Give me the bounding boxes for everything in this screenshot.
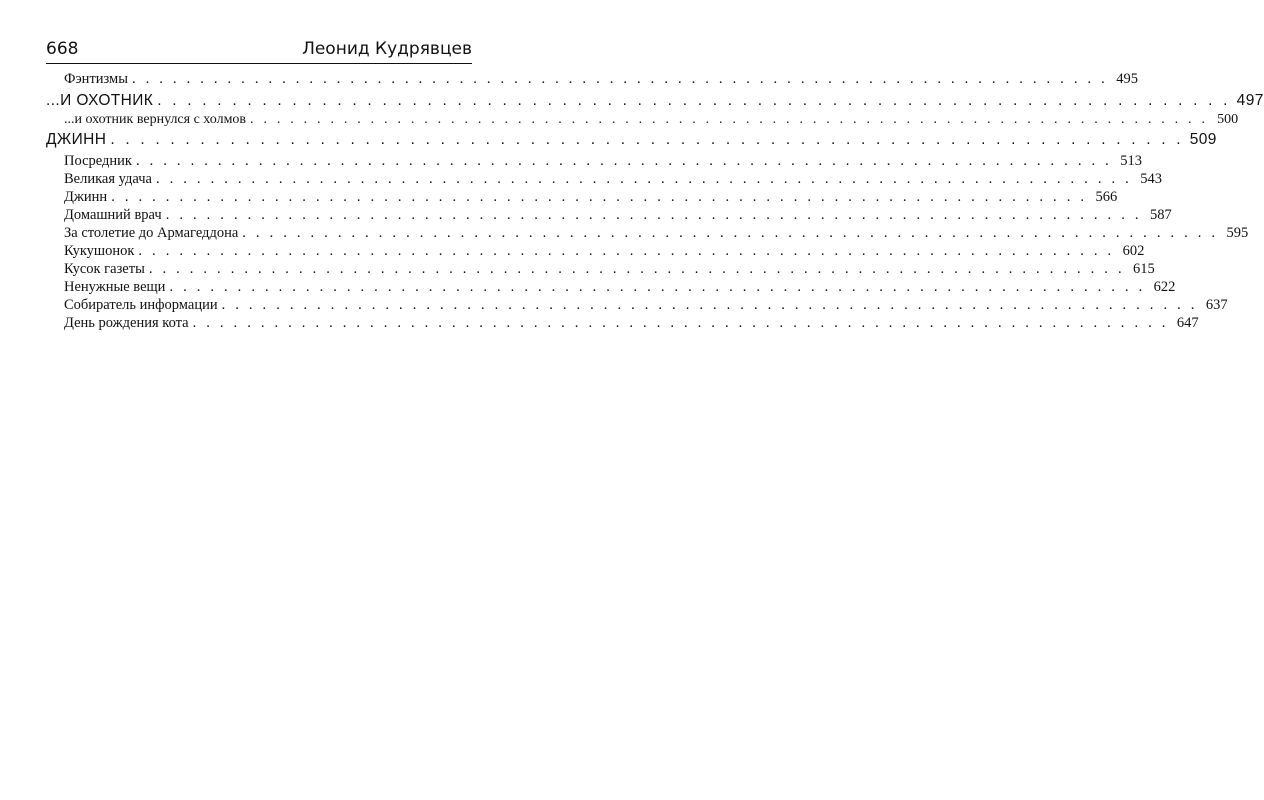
toc-entry xyxy=(64,169,1162,189)
running-head-author: Леонид Кудрявцев xyxy=(302,39,472,59)
toc-leader-dots: . . . . . . . . . . . . . . . . . . . . . . . . . . . . . . . . . . . . . . . . . . . . . . . . . . . . . . . . . . . . . . . . . . . . . . . . xyxy=(138,243,1115,259)
toc-entry-title: Фэнтизмы xyxy=(64,71,128,87)
toc-entry-page: 602 xyxy=(1122,243,1145,259)
toc-leader-dots: . . . . . . . . . . . . . . . . . . . . . . . . . . . . . . . . . . . . . . . . . . . . . . . . . . . . . . . . . . . . . . . . . . . . . . . . xyxy=(155,171,1132,187)
toc-entry-page: 647 xyxy=(1176,315,1199,331)
toc-entry xyxy=(64,69,1138,89)
toc-entry xyxy=(64,277,1176,297)
toc-leader-dots: . . . . . . . . . . . . . . . . . . . . . . . . . . . . . . . . . . . . . . . . . . . . . . . . . . . . . . . . . . . . . . . . . . . . . . . . xyxy=(250,112,1209,127)
toc-entry xyxy=(64,151,1142,171)
toc-entry-page: 615 xyxy=(1133,261,1155,277)
toc-entry xyxy=(64,259,1155,279)
toc-entry-title: За столетие до Армагеддона xyxy=(64,225,239,241)
toc-leader-dots: . . . . . . . . . . . . . . . . . . . . . . . . . . . . . . . . . . . . . . . . . . . . . . . . . . . . . . . . . . . . . . . . . . . . . . . . xyxy=(169,279,1146,295)
toc-entry-title: Домашний врач xyxy=(64,207,162,223)
toc-section-page: 509 xyxy=(1189,131,1217,148)
toc-leader-dots: . . . . . . . . . . . . . . . . . . . . . . . . . . . . . . . . . . . . . . . . . . . . . . . . . . . . . . . . . . . . . . . . . . . . . . . . xyxy=(165,207,1142,223)
toc-leader-dots: . . . . . . . . . . . . . . . . . . . . . . . . . . . . . . . . . . . . . . . . . . . . . . . . . . . . . . . . . . . . . . . . . . . . . . . . xyxy=(135,153,1112,169)
toc-section-title: ...И ОХОТНИК xyxy=(46,92,154,109)
toc-leader-dots: . . . . . . . . . . . . . . . . . . . . . . . . . . . . . . . . . . . . . . . . . . . . . . . . . . . . . . . . . . . . . . . . . . . . . . . . xyxy=(221,297,1198,313)
toc-leader-dots: . . . . . . . . . . . . . . . . . . . . . . . . . . . . . . . . . . . . . . . . . . . . . . . . . . . . . . . . . . . . . . . . . . . . . . . . xyxy=(131,71,1108,87)
toc-section xyxy=(46,130,1217,150)
toc-leader-dots: . . . . . . . . . . . . . . . . . . . . . . . . . . . . . . . . . . . . . . . . . . . . . . . . . . . . . . . . . . . . . . . . . . . . . . . . xyxy=(111,189,1088,205)
toc-entry-title: Ненужные вещи xyxy=(64,279,166,295)
toc-entry-title: ...и охотник вернулся с холмов xyxy=(64,112,247,127)
toc-entry-title: Джинн xyxy=(64,189,108,205)
toc-entry xyxy=(64,187,1118,207)
toc-entry-title: Собиратель информации xyxy=(64,297,218,313)
toc-entry-title: День рождения кота xyxy=(64,315,189,331)
toc-entry-title: Кусок газеты xyxy=(64,261,145,277)
page-number: 668 xyxy=(46,39,79,59)
toc-section-title: ДЖИНН xyxy=(46,131,107,148)
toc-entry-page: 595 xyxy=(1226,225,1249,241)
toc-leader-dots: . . . . . . . . . . . . . . . . . . . . . . . . . . . . . . . . . . . . . . . . . . . . . . . . . . . . . . . . . . . . . . . . . . . . . . . . xyxy=(242,225,1219,241)
toc-leader-dots: . . . . . . . . . . . . . . . . . . . . . . . . . . . . . . . . . . . . . . . . . . . . . . . . . . . . . . . . . . . . . . . . . . . . . . . . xyxy=(192,315,1169,331)
toc-entry-page: 637 xyxy=(1205,297,1228,313)
toc-entry-title: Посредник xyxy=(64,153,132,169)
toc-entry xyxy=(64,295,1228,315)
toc-entry-page: 587 xyxy=(1149,207,1172,223)
toc-leader-dots: . . . . . . . . . . . . . . . . . . . . . . . . . . . . . . . . . . . . . . . . . . . . . . . . . . . . . . . . . . . . . . . . . . . . . . . . xyxy=(110,131,1184,148)
toc-entry xyxy=(64,241,1145,261)
toc-entry-page: 495 xyxy=(1116,71,1138,87)
toc-entry-page: 500 xyxy=(1217,112,1239,127)
toc-entry xyxy=(64,205,1172,225)
toc-entry-title: Великая удача xyxy=(64,171,152,187)
toc-entry-page: 622 xyxy=(1153,279,1176,295)
toc-leader-dots: . . . . . . . . . . . . . . . . . . . . . . . . . . . . . . . . . . . . . . . . . . . . . . . . . . . . . . . . . . . . . . . . . . . . . . . . xyxy=(157,92,1231,109)
toc-entry-page: 566 xyxy=(1095,189,1118,205)
toc-section xyxy=(46,91,1264,111)
toc-entry xyxy=(64,313,1199,333)
toc-leader-dots: . . . . . . . . . . . . . . . . . . . . . . . . . . . . . . . . . . . . . . . . . . . . . . . . . . . . . . . . . . . . . . . . . . . . . . . . xyxy=(148,261,1125,277)
toc-entry xyxy=(64,110,1239,130)
toc-entry-page: 543 xyxy=(1140,171,1162,187)
toc-entry xyxy=(64,223,1249,243)
toc-entry-title: Кукушонок xyxy=(64,243,135,259)
toc-entry-page: 513 xyxy=(1120,153,1142,169)
toc-section-page: 497 xyxy=(1236,92,1264,109)
